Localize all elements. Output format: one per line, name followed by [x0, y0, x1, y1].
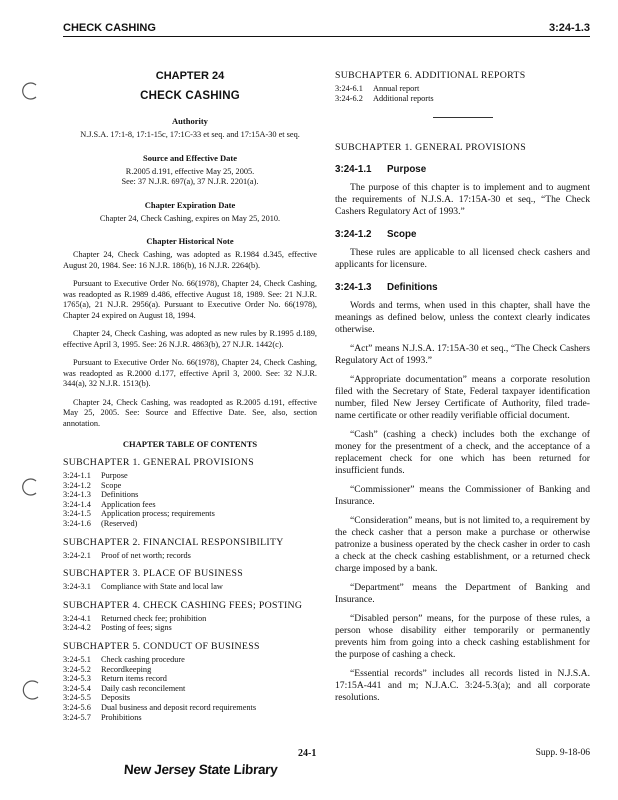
toc-entry-label: Dual business and deposit record requirements	[101, 702, 257, 712]
toc-entry	[335, 84, 590, 94]
toc-entry-number: 3:24-5.6	[63, 702, 91, 712]
chapter-number: CHAPTER 24	[155, 70, 225, 82]
toc-entry-number: 3:24-1.2	[63, 480, 91, 490]
history-paragraph: Pursuant to Executive Order No. 66(1978), Chapter 24, Check Cashing, was readopted as R.2000 d.177, effective April 3, 2000. See: 32 N.J.R. 344(a), 32 N.J.R. 1513(b).	[63, 358, 317, 388]
toc-entry-label: Scope	[101, 480, 122, 490]
section-number: 3:24-1.3	[335, 282, 372, 294]
section-heading	[335, 229, 590, 240]
authority-text: N.J.S.A. 17:1-8, 17:1-15c, 17:1C-33 et seq. and 17:15A-30 et seq.	[80, 130, 300, 139]
toc-entry-label: Daily cash reconcilement	[101, 683, 186, 693]
section-title: Scope	[387, 229, 417, 241]
toc-entry	[63, 471, 317, 481]
header-section-number: 3:24-1.3	[549, 22, 590, 34]
source-line-2: See: 37 N.J.R. 697(a), 37 N.J.R. 2201(a).	[121, 177, 259, 186]
toc-entry	[63, 509, 317, 519]
page-number: 24-1	[298, 748, 317, 759]
toc-subchapter-title: SUBCHAPTER 4. CHECK CASHING FEES; POSTING	[63, 599, 303, 611]
library-stamp: New Jersey State Library	[123, 762, 278, 777]
section-title: Definitions	[387, 282, 438, 294]
toc-entry	[63, 665, 317, 675]
table-of-contents-continued	[335, 70, 590, 103]
toc-subchapter-title: SUBCHAPTER 2. FINANCIAL RESPONSIBILITY	[63, 536, 284, 548]
toc-entry-number: 3:24-4.2	[63, 623, 91, 633]
toc-entry-number: 3:24-6.1	[335, 84, 363, 93]
toc-entry-label: Deposits	[101, 693, 131, 703]
section-paragraph: “Act” means N.J.S.A. 17:15A-30 et seq., “The Check Cashers Regulatory Act of 1993.”	[335, 343, 590, 367]
authority-heading: Authority	[172, 116, 208, 126]
toc-entry-number: 3:24-5.7	[63, 712, 91, 722]
toc-entry-number: 3:24-1.4	[63, 499, 91, 509]
section-paragraph: “Cash” (cashing a check) includes both the exchange of money for the presentment of a check, and the acceptance of a replacement check for one which has been returned for insufficient funds.	[335, 429, 590, 477]
toc-entry-number: 3:24-5.4	[63, 683, 91, 693]
toc-subchapter-title: SUBCHAPTER 6. ADDITIONAL REPORTS	[335, 70, 526, 81]
toc-entry-number: 3:24-4.1	[63, 613, 91, 623]
punch-hole-icon	[22, 478, 40, 496]
history-notes	[63, 250, 317, 429]
toc-entry-label: Returned check fee; prohibition	[101, 613, 207, 623]
toc-entry	[63, 674, 317, 684]
history-paragraph: Chapter 24, Check Cashing, was readopted as R.2005 d.191, effective May 25, 2005. See: Source and Effective Date. See, also, section annotation.	[63, 397, 317, 428]
chapter-name: CHECK CASHING	[140, 90, 240, 102]
toc-entry-number: 3:24-3.1	[63, 582, 91, 592]
section-paragraph: These rules are applicable to all licensed check cashers and applicants for licensure.	[335, 247, 590, 271]
source-heading: Source and Effective Date	[142, 152, 238, 163]
toc-entry-number: 3:24-5.2	[63, 664, 91, 674]
section-number: 3:24-1.2	[335, 229, 372, 241]
section-title: Purpose	[387, 164, 427, 176]
toc-subchapter-title: SUBCHAPTER 5. CONDUCT OF BUSINESS	[63, 640, 260, 652]
toc-entry	[63, 713, 317, 723]
section-paragraph: “Essential records” includes all records listed in N.J.S.A. 17:15A-441 and m; N.J.A.C. 3:24-5.3(a); and all corporate resolutions.	[335, 668, 590, 704]
left-column	[63, 70, 317, 722]
toc-entry-number: 3:24-5.5	[63, 693, 91, 703]
toc-entry	[335, 94, 590, 104]
section-heading	[335, 164, 590, 175]
section-number: 3:24-1.1	[335, 164, 372, 176]
history-paragraph: Chapter 24, Check Cashing, was adopted as new rules by R.1995 d.189, effective April 3, 1995. See: 26 N.J.R. 4863(b), 27 N.J.R. 1442(c).	[63, 329, 317, 349]
history-paragraph: Pursuant to Executive Order No. 66(1978), Chapter 24, Check Cashing, was readopted as R.1989 d.486, effective August 18, 1989. See: 21 N.J.R. 1765(a), 21 N.J.R. 2956(a). Pursuant to Executive Order No. 66(1978), Chapter 24 expired on August 18, 1994.	[63, 279, 317, 320]
toc-entry-label: Definitions	[101, 490, 139, 500]
history-paragraph: Chapter 24, Check Cashing, was adopted as R.1984 d.345, effective August 20, 1984. See: 16 N.J.R. 186(b), 16 N.J.R. 2264(b).	[63, 250, 317, 270]
toc-entry	[63, 655, 317, 665]
section-paragraph: “Consideration” means, but is not limited to, a requirement by the check casher that a person make a purchase or otherwise patronize a business operated by the check casher in order to cash a check at the check cashing establishment, or a returned check charge imposed by a bank.	[335, 515, 590, 575]
toc-entry-label: Application fees	[101, 499, 156, 509]
toc-entry-number: 3:24-1.6	[63, 518, 91, 528]
section-paragraph: “Appropriate documentation” means a corporate resolution filed with the Secretary of State, Federal taxpayer identification number, filed New Jersey Certificate of Authority, filed trade-name certificate or other readily verifiable official document.	[335, 374, 590, 422]
toc-entry-label: Prohibitions	[101, 712, 142, 722]
section-paragraph: The purpose of this chapter is to implement and to augment the requirements of N.J.S.A. 17:15A-30 et seq., “The Check Cashers Regulatory Act of 1993.”	[335, 182, 590, 218]
section-paragraph: “Disabled person” means, for the purpose of these rules, a person whose disability either temporarily or permanently prevents him from going into a check cashing establishment for the purpose of cashing a check.	[335, 613, 590, 661]
table-of-contents	[63, 457, 317, 722]
toc-entry	[63, 490, 317, 500]
section-paragraph: Words and terms, when used in this chapter, shall have the meanings as defined below, unless the context clearly indicates otherwise.	[335, 300, 590, 336]
toc-entry-label: Return items record	[101, 674, 167, 684]
toc-entry-label: Annual report	[373, 84, 420, 93]
toc-entry	[63, 551, 317, 561]
toc-entry	[63, 500, 317, 510]
toc-entry	[63, 481, 317, 491]
toc-entry	[63, 623, 317, 633]
toc-entry-label: Compliance with State and local law	[101, 582, 223, 592]
toc-entry-label: Application process; requirements	[101, 509, 215, 519]
right-column	[335, 70, 590, 711]
supplement-date: Supp. 9-18-06	[535, 748, 590, 758]
sections	[335, 164, 590, 704]
header-title: CHECK CASHING	[63, 22, 156, 34]
toc-entry-label: Purpose	[101, 471, 128, 480]
toc-entry-label: Proof of net worth; records	[101, 550, 191, 560]
toc-entry-number: 3:24-6.2	[335, 93, 363, 103]
subchapter-1-title: SUBCHAPTER 1. GENERAL PROVISIONS	[335, 142, 527, 154]
running-header	[63, 22, 590, 37]
section-heading	[335, 282, 590, 293]
toc-entry-label: Posting of fees; signs	[101, 623, 172, 633]
expiration-text: Chapter 24, Check Cashing, expires on May 25, 2010.	[99, 213, 281, 223]
toc-entry	[63, 693, 317, 703]
section-divider	[433, 117, 493, 118]
expiration-heading: Chapter Expiration Date	[144, 199, 236, 210]
toc-entry-number: 3:24-1.1	[63, 471, 91, 480]
history-heading: Chapter Historical Note	[146, 236, 234, 246]
toc-entry-number: 3:24-5.3	[63, 674, 91, 684]
toc-entry-number: 3:24-5.1	[63, 654, 91, 664]
toc-entry	[63, 582, 317, 592]
toc-entry	[63, 614, 317, 624]
punch-hole-icon	[22, 82, 40, 100]
toc-entry-label: Recordkeeping	[101, 664, 152, 674]
toc-entry	[63, 684, 317, 694]
section-paragraph: “Commissioner” means the Commissioner of Banking and Insurance.	[335, 484, 590, 508]
toc-entry-label: Additional reports	[373, 93, 434, 103]
toc-entry-label: Check cashing procedure	[101, 654, 185, 664]
source-line-1: R.2005 d.191, effective May 25, 2005.	[125, 166, 255, 176]
section-paragraph: “Department” means the Department of Banking and Insurance.	[335, 582, 590, 606]
toc-entry-number: 3:24-1.3	[63, 490, 91, 500]
toc-heading: CHAPTER TABLE OF CONTENTS	[122, 439, 258, 449]
toc-entry-label: (Reserved)	[101, 518, 138, 528]
toc-subchapter-title: SUBCHAPTER 1. GENERAL PROVISIONS	[63, 457, 255, 468]
toc-entry	[63, 519, 317, 529]
toc-subchapter-title: SUBCHAPTER 3. PLACE OF BUSINESS	[63, 568, 243, 580]
toc-entry-number: 3:24-1.5	[63, 509, 91, 519]
toc-entry	[63, 703, 317, 713]
toc-entry-number: 3:24-2.1	[63, 550, 91, 560]
punch-hole-icon	[22, 680, 42, 700]
